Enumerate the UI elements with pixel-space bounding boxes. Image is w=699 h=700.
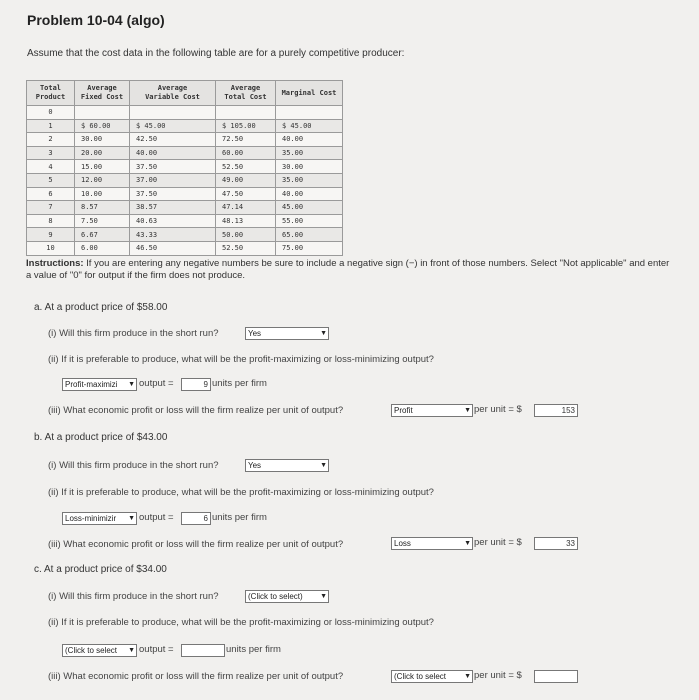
table-cell: 40.00 bbox=[276, 133, 343, 147]
table-row bbox=[27, 241, 343, 255]
part-a-q3: (iii) What economic profit or loss will the firm realize per unit of output? bbox=[48, 405, 344, 416]
part-c-produce-select[interactable]: (Click to select) ▼ bbox=[245, 590, 329, 603]
table-cell: 47.50 bbox=[216, 187, 276, 201]
part-a-output-type-select[interactable]: Profit-maximizi ▼ bbox=[62, 378, 137, 391]
chevron-down-icon: ▼ bbox=[320, 593, 327, 600]
table-cell: 52.50 bbox=[216, 241, 276, 255]
table-cell: 40.00 bbox=[276, 187, 343, 201]
table-cell: 4 bbox=[27, 160, 75, 174]
part-a-output-input[interactable]: 9 bbox=[181, 378, 211, 391]
part-b-profit-loss-select[interactable]: Loss ▼ bbox=[391, 537, 473, 550]
table-cell: 38.57 bbox=[130, 201, 216, 215]
table-cell: 65.00 bbox=[276, 228, 343, 242]
chevron-down-icon: ▼ bbox=[128, 515, 135, 522]
table-row bbox=[27, 214, 343, 228]
table-cell: $ 60.00 bbox=[75, 119, 130, 133]
table-cell: 55.00 bbox=[276, 214, 343, 228]
table-cell: 6.67 bbox=[75, 228, 130, 242]
table-cell: 35.00 bbox=[276, 173, 343, 187]
table-row bbox=[27, 106, 343, 120]
table-cell: 60.00 bbox=[216, 146, 276, 160]
part-c-heading: c. At a product price of $34.00 bbox=[34, 564, 167, 575]
table-cell: 30.00 bbox=[75, 133, 130, 147]
table-cell: 40.63 bbox=[130, 214, 216, 228]
part-c-output-type-select[interactable]: (Click to select ▼ bbox=[62, 644, 137, 657]
part-a-heading: a. At a product price of $58.00 bbox=[34, 302, 168, 313]
part-b-q1: (i) Will this firm produce in the short run? bbox=[48, 460, 219, 471]
part-a-q2: (ii) If it is preferable to produce, what will be the profit-maximizing or loss-minimizing output? bbox=[48, 354, 434, 365]
page-title: Problem 10-04 (algo) bbox=[27, 12, 165, 28]
table-cell: 47.14 bbox=[216, 201, 276, 215]
part-b-per-unit-label: per unit = $ bbox=[474, 537, 522, 548]
part-c-units-label: units per firm bbox=[226, 644, 281, 655]
table-cell: 52.50 bbox=[216, 160, 276, 174]
table-cell: 12.00 bbox=[75, 173, 130, 187]
table-cell: 15.00 bbox=[75, 160, 130, 174]
table-cell bbox=[276, 106, 343, 120]
table-row bbox=[27, 228, 343, 242]
part-a-profit-loss-select[interactable]: Profit ▼ bbox=[391, 404, 473, 417]
table-cell: 1 bbox=[27, 119, 75, 133]
part-b-q2: (ii) If it is preferable to produce, what will be the profit-maximizing or loss-minimizing output? bbox=[48, 487, 434, 498]
part-c-profit-loss-select[interactable]: (Click to select ▼ bbox=[391, 670, 473, 683]
part-c-output-label: output = bbox=[139, 644, 174, 655]
chevron-down-icon: ▼ bbox=[464, 407, 471, 414]
table-body bbox=[27, 106, 343, 256]
chevron-down-icon: ▼ bbox=[320, 462, 327, 469]
part-c-q1: (i) Will this firm produce in the short run? bbox=[48, 591, 219, 602]
table-row bbox=[27, 160, 343, 174]
table-cell: 7.50 bbox=[75, 214, 130, 228]
table-row bbox=[27, 201, 343, 215]
table-cell: 30.00 bbox=[276, 160, 343, 174]
table-cell: 9 bbox=[27, 228, 75, 242]
part-b-q3: (iii) What economic profit or loss will the firm realize per unit of output? bbox=[48, 539, 344, 550]
part-b-output-label: output = bbox=[139, 512, 174, 523]
header-total-product: Total Product bbox=[27, 81, 75, 106]
part-c-per-unit-label: per unit = $ bbox=[474, 670, 522, 681]
table-cell: 40.00 bbox=[130, 146, 216, 160]
part-b-units-label: units per firm bbox=[212, 512, 267, 523]
table-cell: 37.50 bbox=[130, 160, 216, 174]
table-cell: 10.00 bbox=[75, 187, 130, 201]
table-cell bbox=[216, 106, 276, 120]
header-average-total-cost: Average Total Cost bbox=[216, 81, 276, 106]
header-average-variable-cost: Average Variable Cost bbox=[130, 81, 216, 106]
table-cell: 20.00 bbox=[75, 146, 130, 160]
table-cell bbox=[130, 106, 216, 120]
table-cell: 50.00 bbox=[216, 228, 276, 242]
table-row bbox=[27, 187, 343, 201]
intro-text: Assume that the cost data in the following table are for a purely competitive producer: bbox=[27, 48, 405, 59]
table-row bbox=[27, 119, 343, 133]
table-row bbox=[27, 133, 343, 147]
table-cell: 5 bbox=[27, 173, 75, 187]
part-c-output-input[interactable] bbox=[181, 644, 225, 657]
table-cell: $ 45.00 bbox=[130, 119, 216, 133]
table-cell: $ 45.00 bbox=[276, 119, 343, 133]
table-row bbox=[27, 146, 343, 160]
table-cell: 35.00 bbox=[276, 146, 343, 160]
table-cell: 8 bbox=[27, 214, 75, 228]
chevron-down-icon: ▼ bbox=[128, 647, 135, 654]
table-row bbox=[27, 173, 343, 187]
table-cell: 6 bbox=[27, 187, 75, 201]
table-cell: 49.00 bbox=[216, 173, 276, 187]
table-cell: 46.50 bbox=[130, 241, 216, 255]
instructions-text: If you are entering any negative numbers be sure to include a negative sign (−) in front of those numbers. Select "Not applicable" and enter a value of "0" for output if the firm does not produce. bbox=[26, 258, 670, 281]
table-cell: 43.33 bbox=[130, 228, 216, 242]
table-cell: 0 bbox=[27, 106, 75, 120]
part-a-per-unit-label: per unit = $ bbox=[474, 404, 522, 415]
part-a-units-label: units per firm bbox=[212, 378, 267, 389]
part-b-output-input[interactable]: 6 bbox=[181, 512, 211, 525]
part-c-q2: (ii) If it is preferable to produce, what will be the profit-maximizing or loss-minimizing output? bbox=[48, 617, 434, 628]
table-cell: 3 bbox=[27, 146, 75, 160]
table-cell: 45.00 bbox=[276, 201, 343, 215]
part-c-per-unit-input[interactable] bbox=[534, 670, 578, 683]
part-b-produce-select[interactable]: Yes ▼ bbox=[245, 459, 329, 472]
chevron-down-icon: ▼ bbox=[464, 540, 471, 547]
header-average-fixed-cost: Average Fixed Cost bbox=[75, 81, 130, 106]
table-cell: 37.50 bbox=[130, 187, 216, 201]
part-c-q3: (iii) What economic profit or loss will the firm realize per unit of output? bbox=[48, 671, 344, 682]
instructions-label: Instructions: bbox=[26, 258, 84, 269]
part-b-heading: b. At a product price of $43.00 bbox=[34, 432, 168, 443]
table-header-row bbox=[27, 81, 343, 106]
part-a-produce-select[interactable]: Yes ▼ bbox=[245, 327, 329, 340]
header-marginal-cost: Marginal Cost bbox=[276, 81, 343, 106]
table-cell: 37.00 bbox=[130, 173, 216, 187]
chevron-down-icon: ▼ bbox=[464, 673, 471, 680]
table-cell: 8.57 bbox=[75, 201, 130, 215]
chevron-down-icon: ▼ bbox=[128, 381, 135, 388]
table-cell: $ 105.00 bbox=[216, 119, 276, 133]
table-cell: 48.13 bbox=[216, 214, 276, 228]
chevron-down-icon: ▼ bbox=[320, 330, 327, 337]
table-cell: 75.00 bbox=[276, 241, 343, 255]
instructions bbox=[26, 258, 676, 282]
table-cell: 6.00 bbox=[75, 241, 130, 255]
part-a-per-unit-input[interactable]: 153 bbox=[534, 404, 578, 417]
part-a-q1: (i) Will this firm produce in the short run? bbox=[48, 328, 219, 339]
table-cell: 42.50 bbox=[130, 133, 216, 147]
cost-table bbox=[26, 80, 343, 256]
table-cell bbox=[75, 106, 130, 120]
table-cell: 10 bbox=[27, 241, 75, 255]
part-b-output-type-select[interactable]: Loss-minimizir ▼ bbox=[62, 512, 137, 525]
part-a-output-label: output = bbox=[139, 378, 174, 389]
table-cell: 72.50 bbox=[216, 133, 276, 147]
part-b-per-unit-input[interactable]: 33 bbox=[534, 537, 578, 550]
table-cell: 2 bbox=[27, 133, 75, 147]
table-cell: 7 bbox=[27, 201, 75, 215]
